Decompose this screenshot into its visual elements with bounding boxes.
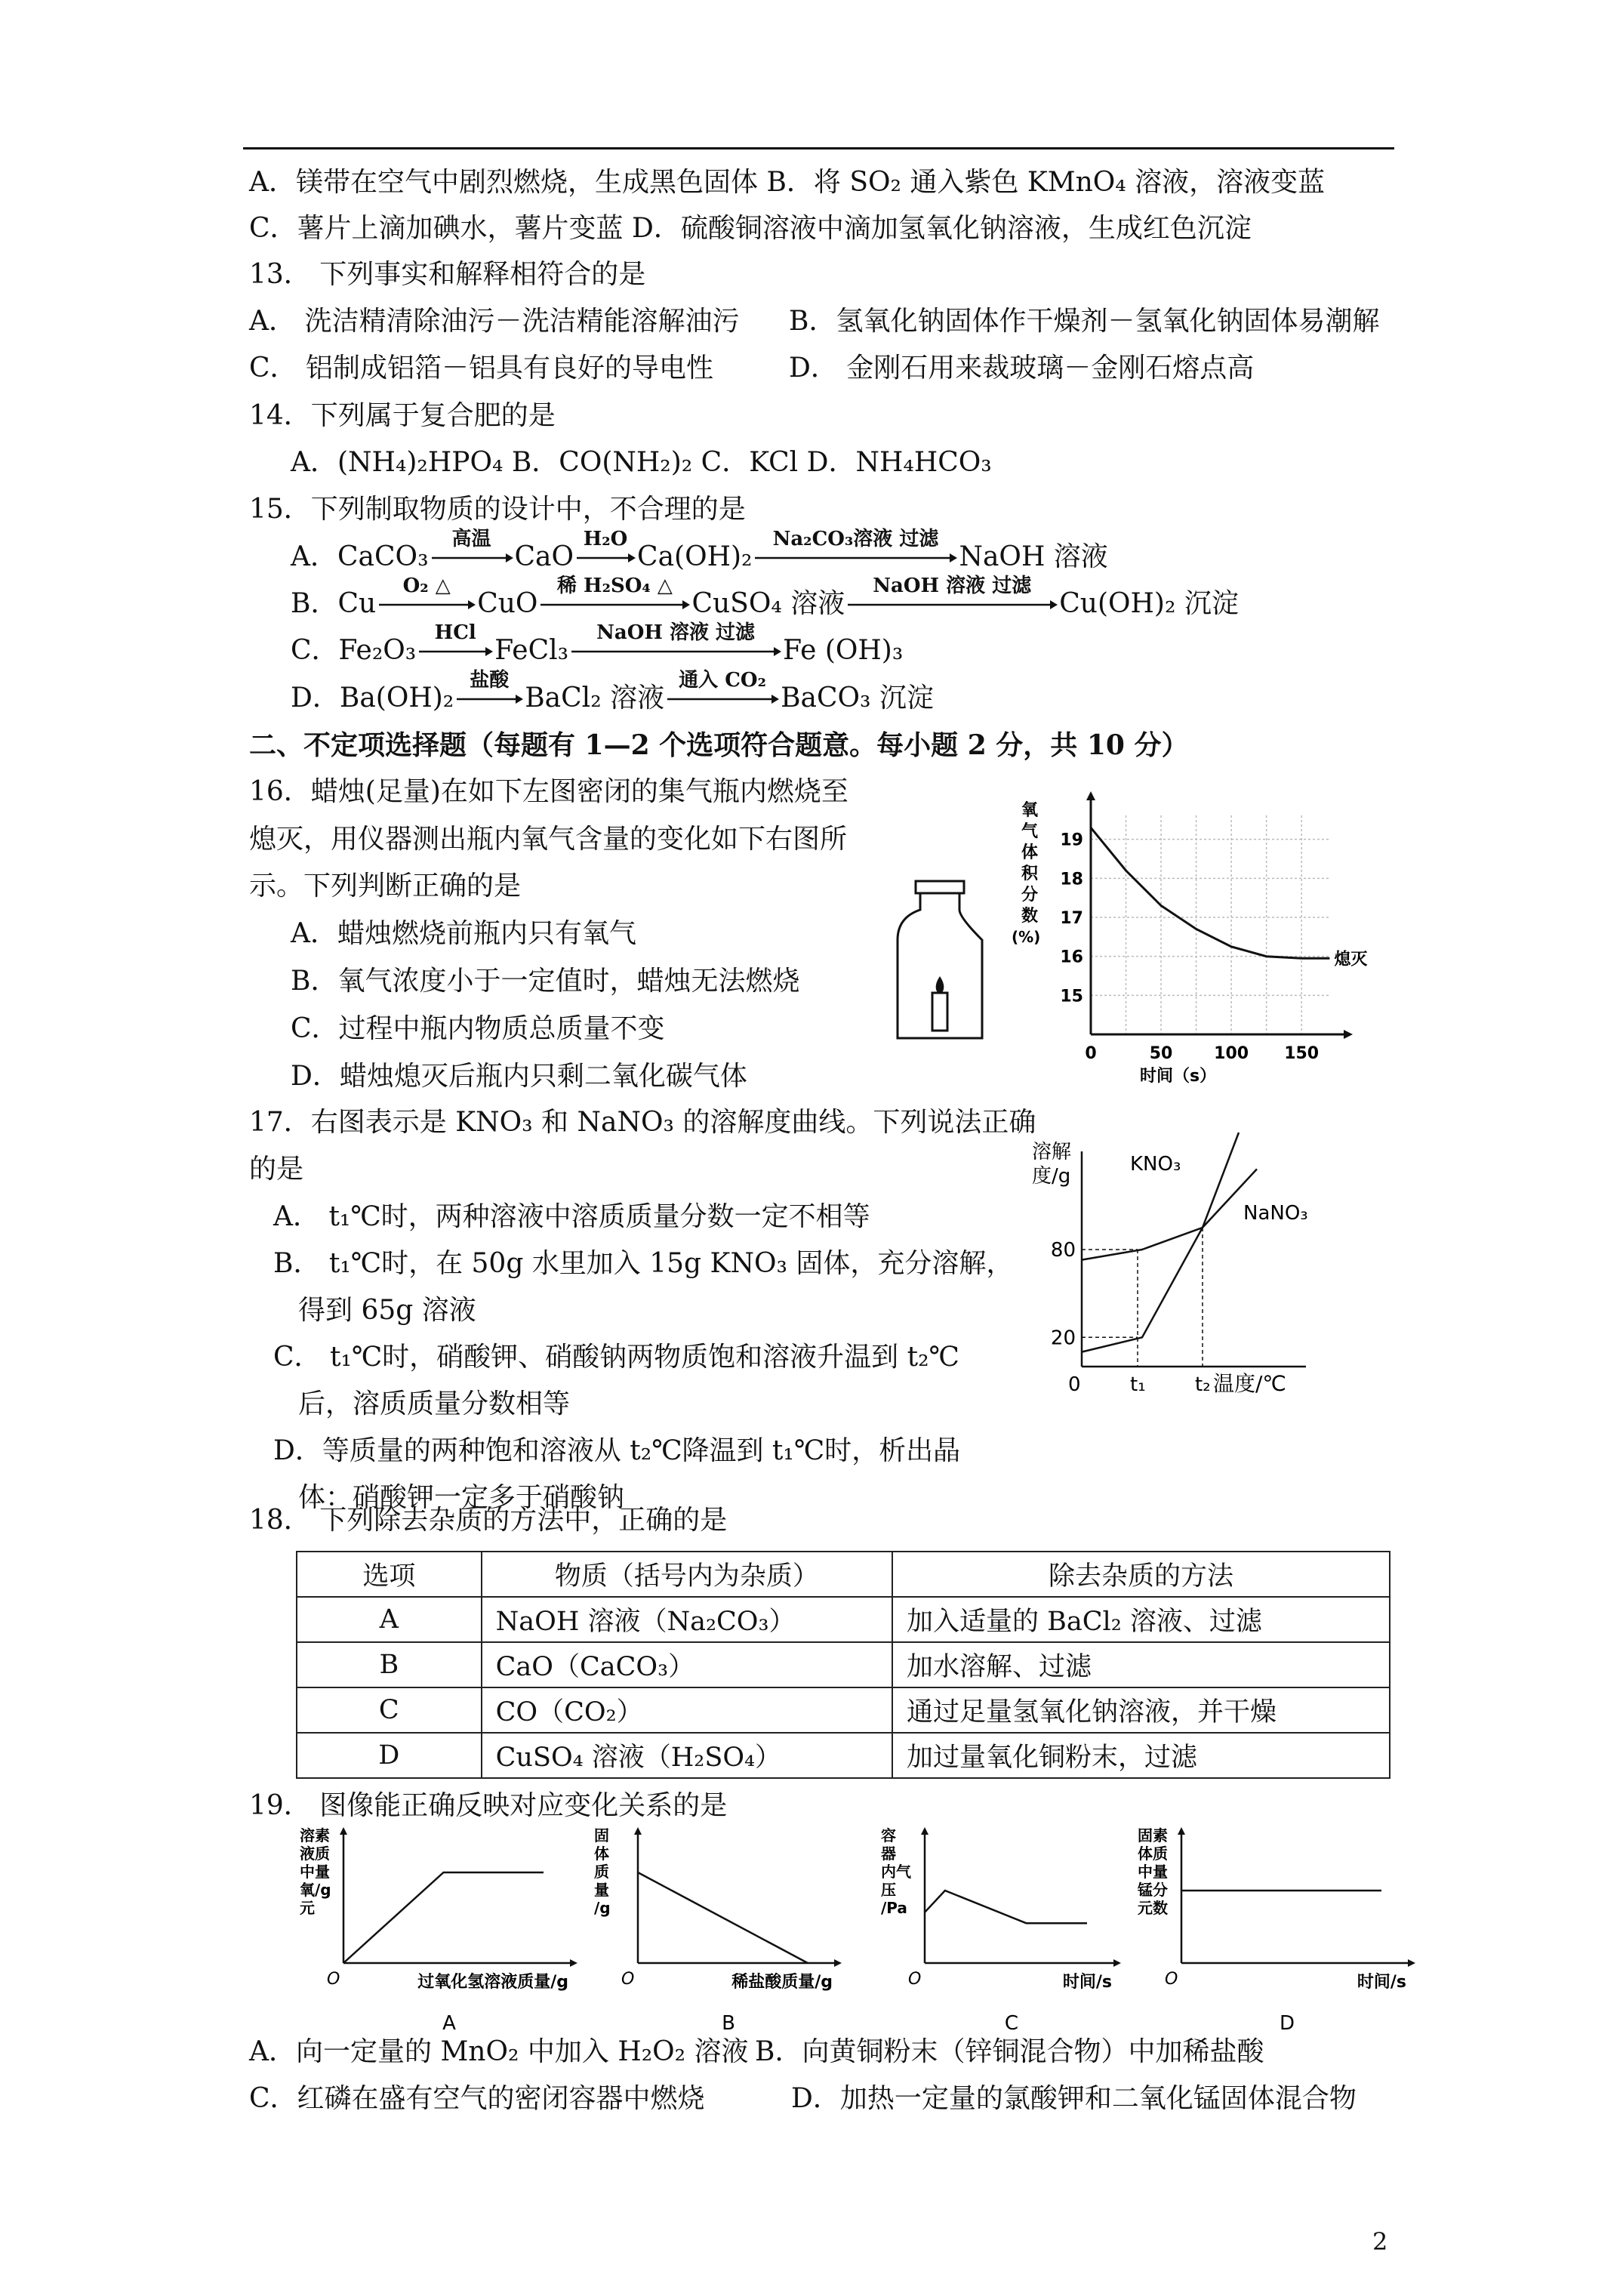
q19-stem: 19． 图像能正确反映对应变化关系的是 [249,1790,728,1821]
origin-label: O [908,1970,922,1989]
y-axis-label: 液质 [300,1845,330,1863]
y-axis-label: 元 [300,1899,315,1917]
q15-option-b [291,575,1239,622]
header-method: 除去杂质的方法 [892,1552,1390,1597]
q12-line-2: C．薯片上滴加碘水，薯片变蓝 D．硫酸铜溶液中滴加氢氧化钠溶液，生成红色沉淀 [249,213,1252,244]
q17-option-b-2: 得到 65g 溶液 [298,1295,476,1326]
q19-graphs [287,1826,1406,2039]
cell-substance: CO（CO₂） [482,1687,892,1733]
x-tick-label: 50 [1149,1044,1173,1063]
x-tick-label: 0 [1068,1373,1081,1396]
q17-option-a: A． t₁℃时，两种溶液中溶质质量分数一定不相等 [273,1201,870,1232]
q15b-reactant: B．Cu [291,588,377,619]
origin-label: O [327,1970,340,1989]
reaction-condition: NaOH 溶液 过滤 [873,575,1032,597]
reaction-condition: HCl [434,621,476,644]
q15c-product-2: Fe (OH)₃ [783,635,904,666]
q13-option-a: A． 洗洁精清除油污－洗洁精能溶解油污 [249,306,740,337]
y-axis-label-line-2: 度/g [1032,1165,1071,1188]
reaction-arrow [753,528,957,566]
reaction-arrow [575,528,636,566]
y-axis-label-char: 体 [1021,843,1039,862]
reaction-condition: Na₂CO₃溶液 过滤 [772,528,939,550]
cell-method: 加过量氧化铜粉末，过滤 [892,1733,1390,1778]
y-tick-label: 80 [1050,1239,1076,1262]
q15a-product-1: CaO [514,541,574,572]
q16-stem-3: 示。下列判断正确的是 [249,871,522,901]
oxygen-curve [1091,827,1329,958]
page-number: 2 [1372,2227,1388,2256]
reaction-arrow [417,621,493,659]
y-axis-label: 氧/g [300,1881,331,1899]
q17-option-d-1: D．等质量的两种饱和溶液从 t₂℃降温到 t₁℃时，析出晶 [273,1435,961,1466]
x-axis-label: 时间（s） [1140,1067,1217,1086]
reaction-condition: 盐酸 [470,669,510,692]
q15a-reactant: A．CaCO₃ [291,541,429,572]
reaction-condition: H₂O [583,528,628,550]
graph-label: B [722,2012,735,2035]
cell-option: B [297,1642,482,1687]
y-axis-label: /Pa [881,1899,907,1917]
y-axis-label: 固素 [1138,1826,1168,1845]
q17-option-d-2: 体：硝酸钾一定多于硝酸钠 [298,1482,625,1513]
graph-label: C [1004,2012,1019,2035]
y-axis-arrow [1086,791,1095,800]
x-axis-arrow [834,1959,842,1967]
table-row [297,1687,1390,1733]
cell-method: 加入适量的 BaCl₂ 溶液、过滤 [892,1597,1390,1642]
q16-option-b: B．氧气浓度小于一定值时，蜡烛无法燃烧 [291,966,800,997]
graph-label: D [1279,2012,1295,2035]
y-axis-label-line-1: 溶解 [1032,1141,1072,1163]
x-axis-arrow [1408,1959,1415,1967]
y-axis-label-char: 数 [1021,907,1039,926]
origin-label: O [621,1970,635,1989]
y-axis-label: 元数 [1138,1899,1168,1917]
reaction-arrow [846,575,1058,612]
q17-option-b-1: B． t₁℃时，在 50g 水里加入 15g KNO₃ 固体，充分溶解， [273,1248,1014,1279]
y-axis-label: 器 [881,1845,896,1863]
y-axis-arrow [921,1827,929,1835]
y-tick-label: 20 [1050,1327,1076,1350]
q15d-product-2: BaCO₃ 沉淀 [781,683,934,713]
y-axis-label: 内气 [881,1863,911,1881]
graph-line [343,1872,544,1963]
q18-stem: 18． 下列除去杂质的方法中，正确的是 [249,1505,728,1536]
y-axis-label: 固 [594,1826,609,1845]
oxygen-content-chart [1008,785,1368,1087]
y-axis-label: /g [594,1899,611,1917]
y-axis-label-char: 气 [1021,822,1039,841]
top-rule [243,147,1394,149]
section-2-heading: 二、不定项选择题（每题有 1—2 个选项符合题意。每小题 2 分，共 10 分） [249,729,1189,761]
table-row [297,1597,1390,1642]
reaction-arrow [666,669,779,707]
q16-option-d: D．蜡烛熄灭后瓶内只剩二氧化碳气体 [291,1061,747,1092]
graph-label: A [442,2012,456,2035]
x-axis-arrow [570,1959,577,1967]
impurity-removal-table [296,1551,1390,1779]
q15c-product-1: FeCl₃ [494,635,569,666]
q15d-reactant: D．Ba(OH)₂ [291,683,454,713]
y-axis-arrow [340,1827,347,1835]
cell-option: A [297,1597,482,1642]
graph-line [925,1891,1087,1923]
y-axis-label: 中量 [1138,1863,1168,1881]
q17-stem-1: 17．右图表示是 KNO₃ 和 NaNO₃ 的溶解度曲线。下列说法正确 [249,1107,1036,1138]
q16-option-c: C．过程中瓶内物质总质量不变 [291,1013,665,1044]
cell-method: 加水溶解、过滤 [892,1642,1390,1687]
table-header-row [297,1552,1390,1597]
cell-method: 通过足量氢氧化钠溶液，并干燥 [892,1687,1390,1733]
reaction-arrow [377,575,476,612]
y-axis-label-char: 氧 [1021,801,1039,820]
table-row [297,1642,1390,1687]
gas-bottle-illustration [895,880,985,1042]
reaction-condition: 稀 H₂SO₄ △ [557,575,673,597]
q14-stem: 14．下列属于复合肥的是 [249,400,556,431]
x-tick-label: 0 [1085,1044,1097,1063]
y-tick-label: 15 [1060,987,1083,1006]
q16-stem-1: 16．蜡烛(足量)在如下左图密闭的集气瓶内燃烧至 [249,776,848,807]
q15a-product-2: Ca(OH)₂ [637,541,753,572]
y-axis-label: 锰分 [1138,1881,1168,1899]
y-axis-label: 体质 [1138,1845,1168,1863]
q13-option-d: D． 金刚石用来裁玻璃－金刚石熔点高 [789,353,1255,384]
reaction-arrow [539,575,690,612]
cell-option: C [297,1687,482,1733]
y-tick-label: 19 [1060,831,1083,850]
reaction-condition: O₂ △ [402,575,451,597]
x-axis-arrow [1344,1030,1353,1039]
x-axis-arrow [1113,1959,1121,1967]
cell-substance: CaO（CaCO₃） [482,1642,892,1687]
q19-option-c: C．红磷在盛有空气的密闭容器中燃烧 [249,2083,705,2114]
y-axis-label-char: 分 [1021,886,1039,905]
x-tick-label: t₂ [1195,1373,1211,1396]
q19-option-a: A．向一定量的 MnO₂ 中加入 H₂O₂ 溶液 [249,2036,749,2067]
solubility-chart [1030,1133,1347,1404]
x-axis-label: 稀盐酸质量/g [731,1973,833,1992]
header-option: 选项 [297,1552,482,1597]
q15-option-a [291,528,1108,575]
legend-kno3: KNO₃ [1130,1153,1181,1176]
q16-stem-2: 熄灭，用仪器测出瓶内氧气含量的变化如下右图所 [249,824,848,855]
y-axis-label: 溶素 [300,1826,330,1845]
q15c-reactant: C．Fe₂O₃ [291,635,417,666]
x-axis-label: 时间/s [1357,1973,1406,1992]
origin-label: O [1165,1970,1178,1989]
y-tick-label: 18 [1060,870,1083,889]
legend-nano3: NaNO₃ [1243,1202,1308,1225]
candle-flame [936,976,944,993]
reaction-arrow [570,621,781,659]
q12-line-1: A．镁带在空气中剧烈燃烧，生成黑色固体 B．将 SO₂ 通入紫色 KMnO₄ 溶液，溶液变蓝 [249,167,1326,198]
q13-option-b: B．氢氧化钠固体作干燥剂－氢氧化钠固体易潮解 [789,306,1380,337]
x-tick-label: 100 [1214,1044,1249,1063]
cell-option: D [297,1733,482,1778]
q15-stem: 15．下列制取物质的设计中，不合理的是 [249,494,746,525]
y-axis-label: 质 [594,1863,609,1881]
q15b-product-2: CuSO₄ 溶液 [691,588,845,619]
x-axis-label: 时间/s [1062,1973,1112,1992]
q14-options: A．(NH₄)₂HPO₄ B．CO(NH₂)₂ C．KCl D．NH₄HCO₃ [291,447,992,478]
header-substance: 物质（括号内为杂质） [482,1552,892,1597]
nano3-curve [1082,1169,1257,1259]
q15-option-d [291,669,934,717]
y-axis-label: 中量 [300,1863,330,1881]
y-axis-unit: (%) [1012,928,1041,946]
reaction-condition: NaOH 溶液 过滤 [596,621,756,644]
q15b-product-3: Cu(OH)₂ 沉淀 [1059,588,1239,619]
cell-substance: CuSO₄ 溶液（H₂SO₄） [482,1733,892,1778]
q16-option-a: A．蜡烛燃烧前瓶内只有氧气 [291,918,636,949]
q15d-product-1: BaCl₂ 溶液 [525,683,665,713]
y-tick-label: 16 [1060,948,1083,967]
q13-option-c: C． 铝制成铝箔－铝具有良好的导电性 [249,353,713,384]
annotation-extinguished: 熄灭 [1334,950,1368,969]
q17-stem-2: 的是 [249,1154,304,1185]
x-axis-label: 温度/℃ [1213,1371,1286,1396]
y-tick-label: 17 [1060,909,1083,928]
cell-substance: NaOH 溶液（Na₂CO₃） [482,1597,892,1642]
x-axis-label: 过氧化氢溶液质量/g [417,1973,568,1992]
q13-stem: 13． 下列事实和解释相符合的是 [249,259,646,290]
x-tick-label: 150 [1284,1044,1320,1063]
graph-line [638,1872,808,1963]
q19-option-d: D．加热一定量的氯酸钾和二氧化锰固体混合物 [791,2083,1357,2114]
y-axis-label: 容 [881,1826,896,1845]
q19-option-b: B．向黄铜粉末（锌铜混合物）中加稀盐酸 [755,2036,1264,2067]
y-axis-label: 量 [594,1881,609,1899]
table-row [297,1733,1390,1778]
y-axis-label: 体 [594,1845,609,1863]
x-tick-label: t₁ [1130,1373,1146,1396]
y-axis-arrow [634,1827,642,1835]
q15a-product-3: NaOH 溶液 [959,541,1108,572]
reaction-arrow [455,669,523,707]
q15b-product-1: CuO [477,588,538,619]
q17-option-c-1: C． t₁℃时，硝酸钾、硝酸钠两物质饱和溶液升温到 t₂℃ [273,1342,959,1373]
y-axis-label: 压 [881,1881,896,1899]
reaction-arrow [430,528,513,566]
candle [932,993,947,1031]
y-axis-arrow [1178,1827,1185,1835]
reaction-condition: 高温 [451,528,491,550]
q17-option-c-2: 后，溶质质量分数相等 [298,1388,571,1419]
reaction-condition: 通入 CO₂ [679,669,766,692]
q15-option-c [291,621,904,669]
y-axis-label-char: 积 [1021,864,1039,883]
